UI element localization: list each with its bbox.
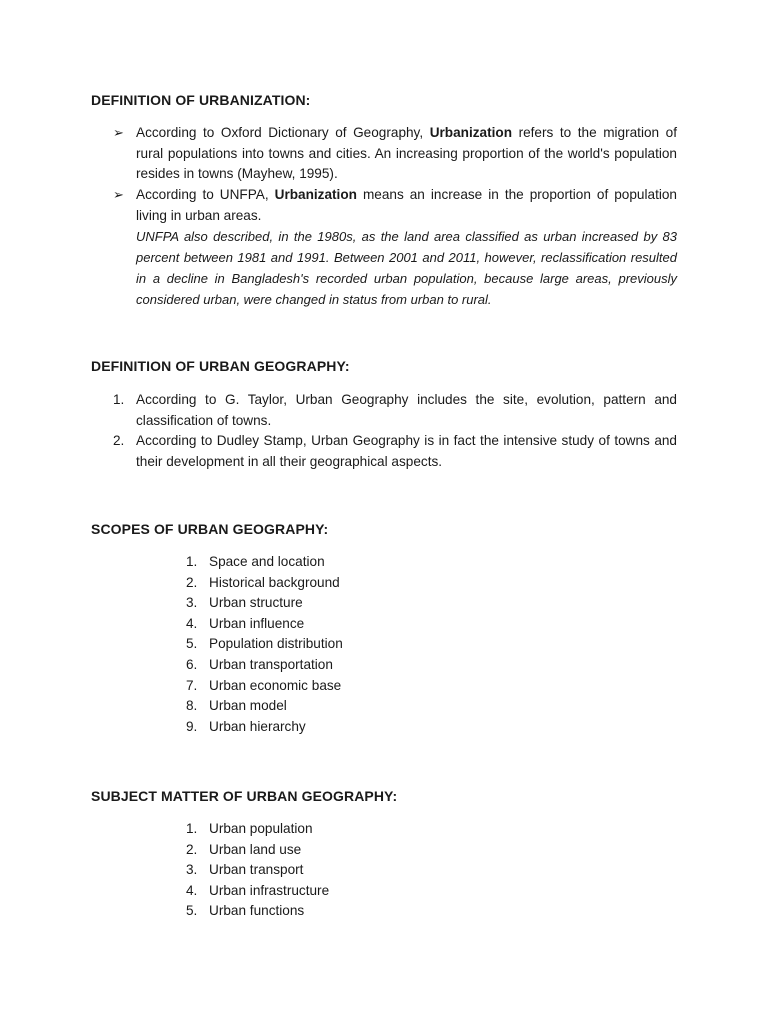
list-item: 1. Urban population — [186, 821, 313, 836]
subject-matter-list — [186, 819, 329, 922]
list-item: 4. Urban influence — [186, 615, 305, 631]
list-item: 8. Urban model — [186, 698, 287, 714]
list-item: 3. Urban structure — [186, 595, 303, 611]
list-item: 1. Space and location — [186, 554, 325, 569]
bullet-marker: ➢ — [113, 125, 124, 140]
list-number: 1. — [113, 392, 125, 407]
unfpa-note: UNFPA also described, in the 1980s, as the land area classified as urban increased by 83 percent between 1981 and 1991. Between 2001 and 2011, however, reclassification resulted in a decline in Bangladesh's recorded urban population, because large areas, previously considered urban, were changed in status from urban to rural. — [136, 229, 677, 307]
list-item: 2. Urban land use — [186, 841, 302, 857]
list-item: 4. Urban infrastructure — [186, 882, 330, 898]
list-item: 2. Historical background — [186, 574, 340, 590]
list-item: 7. Urban economic base — [186, 677, 342, 693]
urbanization-definition-oxford: According to Oxford Dictionary of Geography, Urbanization refers to the migration of rural populations into towns and cities. An increasing proportion of the world's population resides in towns (Mayhew, 1995). — [136, 125, 677, 182]
list-item: 9. Urban hierarchy — [186, 718, 306, 734]
term-urbanization: Urbanization — [274, 187, 357, 202]
list-item: 5. Population distribution — [186, 636, 343, 652]
heading-scopes-of-urban-geography: SCOPES OF URBAN GEOGRAPHY: — [91, 521, 329, 537]
list-number: 2. — [113, 433, 125, 448]
term-urbanization: Urbanization — [429, 125, 513, 140]
bullet-marker: ➢ — [113, 187, 124, 202]
urban-geography-definition-taylor: According to G. Taylor, Urban Geography includes the site, evolution, pattern and classification of towns. — [136, 392, 677, 428]
urban-geography-definition-stamp: According to Dudley Stamp, Urban Geography is in fact the intensive study of towns and their development in all their geographical aspects. — [136, 433, 677, 469]
list-item: 6. Urban transportation — [186, 656, 333, 672]
list-item: 5. Urban functions — [186, 903, 305, 919]
scopes-list — [186, 552, 343, 737]
list-item: 3. Urban transport — [186, 862, 304, 878]
urbanization-definition-unfpa: According to UNFPA, Urbanization means an increase in the proportion of population living in urban areas. — [136, 187, 677, 223]
heading-definition-of-urbanization: DEFINITION OF URBANIZATION: — [91, 92, 311, 108]
heading-definition-of-urban-geography: DEFINITION OF URBAN GEOGRAPHY: — [91, 358, 350, 374]
heading-subject-matter-of-urban-geography: SUBJECT MATTER OF URBAN GEOGRAPHY: — [91, 788, 398, 804]
